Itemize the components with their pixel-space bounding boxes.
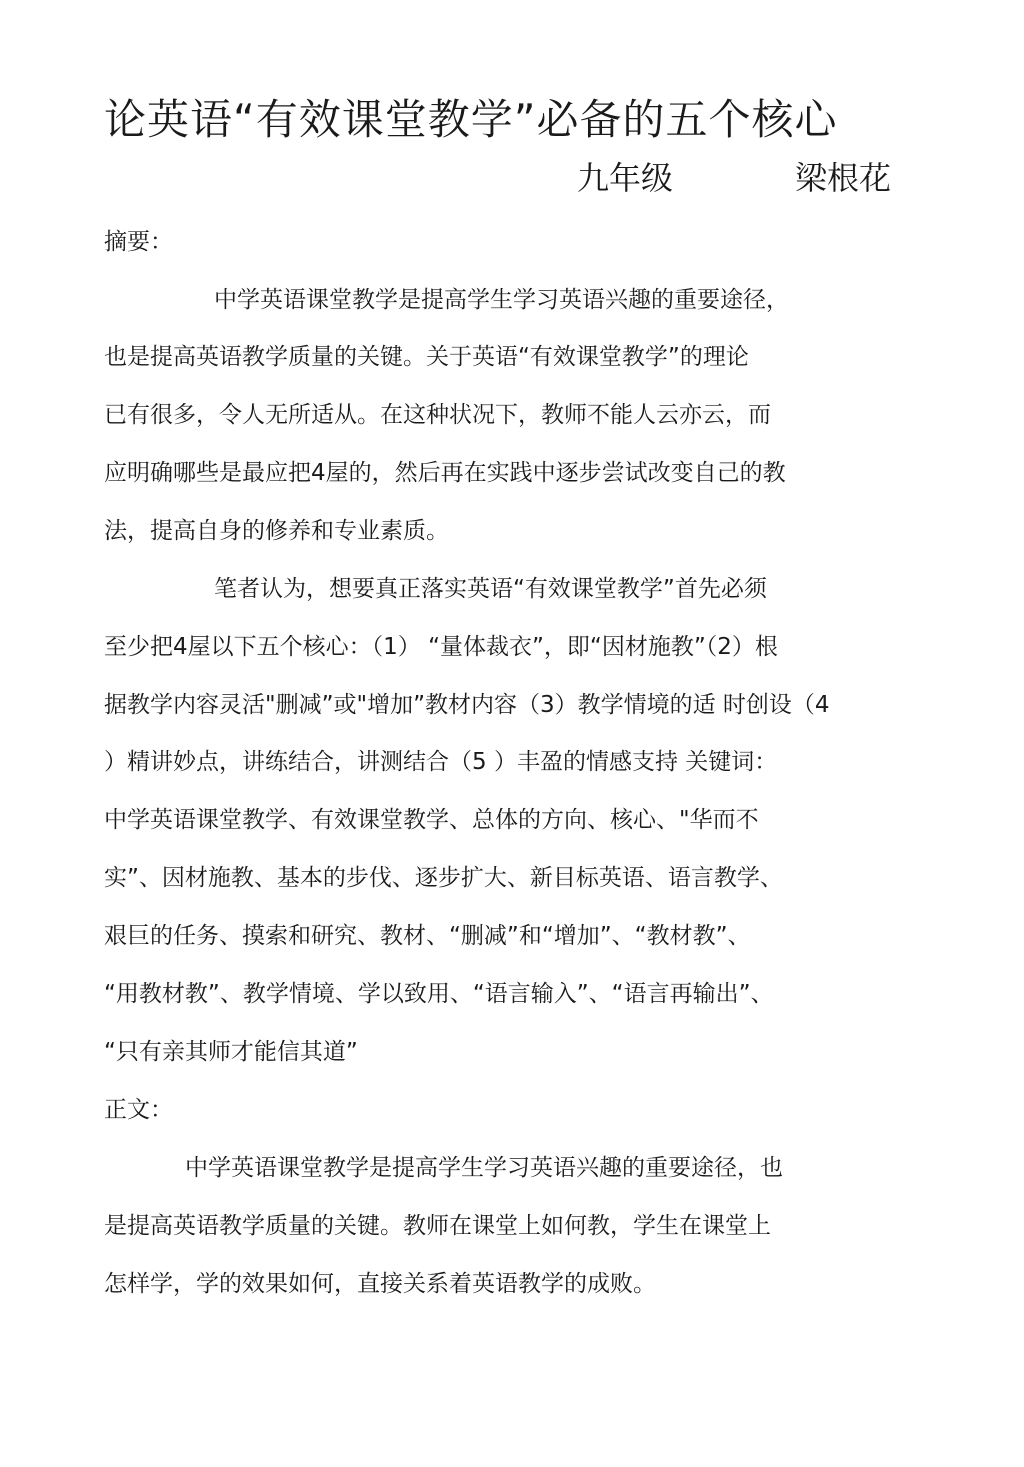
abstract-line: 笔者认为，想要真正落实英语“有效课堂教学”首先必须: [214, 576, 767, 602]
abstract-line: 据教学内容灵活"删减”或"增加”教材内容（3）教学情境的适 时创设（4: [104, 692, 830, 718]
abstract-heading: 摘要：: [104, 229, 173, 255]
keywords-line: “只有亲其师才能信其道”: [104, 1039, 358, 1065]
keywords-line: 实”、因材施教、基本的步伐、逐步扩大、新目标英语、语言教学、: [104, 865, 783, 891]
body-heading: 正文：: [104, 1097, 173, 1123]
abstract-line: 应明确哪些是最应把4屋的，然后再在实践中逐步尝试改变自己的教: [104, 460, 786, 486]
keywords-line: 中学英语课堂教学、有效课堂教学、总体的方向、核心、"华而不: [104, 807, 759, 833]
grade-label: 九年级: [577, 159, 674, 197]
abstract-line: 至少把4屋以下五个核心：（1） “量体裁衣”，即“因材施教”（2）根: [104, 634, 778, 660]
body-line: 是提高英语教学质量的关键。教师在课堂上如何教，学生在课堂上: [104, 1213, 771, 1239]
abstract-line: 已有很多，令人无所适从。在这种状况下，教师不能人云亦云，而: [104, 402, 771, 428]
keywords-line: 艰巨的任务、摸索和研究、教材、“删减”和“增加”、“教材教”、: [104, 923, 751, 949]
abstract-line: 法，提高自身的修养和专业素质。: [104, 518, 449, 544]
document-title: 论英语“有效课堂教学”必备的五个核心: [104, 95, 838, 144]
abstract-line: ）精讲妙点，讲练结合，讲测结合（5 ）丰盈的情感支持 关键词：: [104, 749, 778, 775]
keywords-line: “用教材教”、教学情境、学以致用、“语言输入”、“语言再输出”、: [104, 981, 774, 1007]
abstract-line: 中学英语课堂教学是提高学生学习英语兴趣的重要途径，: [214, 287, 789, 313]
abstract-line: 也是提高英语教学质量的关键。关于英语“有效课堂教学”的理论: [104, 344, 749, 370]
author-name: 梁根花: [795, 159, 892, 197]
body-line: 中学英语课堂教学是提高学生学习英语兴趣的重要途径，也: [185, 1155, 783, 1181]
body-line: 怎样学，学的效果如何，直接关系着英语教学的成败。: [104, 1271, 656, 1297]
